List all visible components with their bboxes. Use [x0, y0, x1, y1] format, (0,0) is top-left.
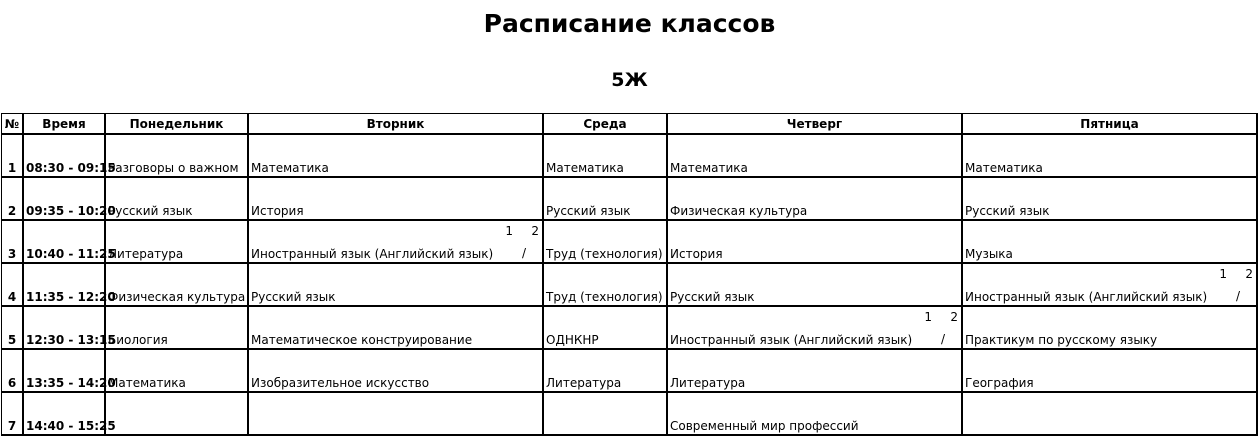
table-row [1, 178, 1258, 221]
cell-thursday: Литература [668, 350, 963, 393]
cell-thursday: Математика [668, 135, 963, 178]
group-mark-first: 1 [505, 224, 513, 238]
group-mark-second: 2 [950, 310, 958, 324]
cell-monday: Русский язык [106, 178, 249, 221]
lesson-time: 08:30 - 09:15 [24, 135, 106, 178]
cell-friday: Математика [963, 135, 1258, 178]
cell-tuesday: Изобразительное искусство [249, 350, 544, 393]
group-mark-separator: / [940, 332, 945, 346]
lesson-number: 7 [1, 393, 24, 436]
lesson-time: 11:35 - 12:20 [24, 264, 106, 307]
cell-tuesday: История [249, 178, 544, 221]
header-time: Время [24, 113, 106, 135]
cell-wednesday: ОДНКНР [544, 307, 668, 350]
header-number: № [1, 113, 24, 135]
table-row [1, 393, 1258, 436]
table-row [1, 221, 1258, 264]
header-tuesday: Вторник [249, 113, 544, 135]
lesson-time: 14:40 - 15:25 [24, 393, 106, 436]
cell-wednesday: Труд (технология) [544, 221, 668, 264]
cell-monday: Математика [106, 350, 249, 393]
cell-friday: Практикум по русскому языку [963, 307, 1258, 350]
header-row [1, 113, 1258, 135]
cell-tuesday: Русский язык [249, 264, 544, 307]
header-friday: Пятница [963, 113, 1258, 135]
cell-thursday: Современный мир профессий [668, 393, 963, 436]
lesson-number: 3 [1, 221, 24, 264]
cell-monday [106, 393, 249, 436]
cell-friday [963, 264, 1258, 307]
group-mark-second: 2 [531, 224, 539, 238]
cell-wednesday: Труд (технология) [544, 264, 668, 307]
header-wednesday: Среда [544, 113, 668, 135]
cell-tuesday: Математика [249, 135, 544, 178]
table-row [1, 350, 1258, 393]
cell-wednesday: Математика [544, 135, 668, 178]
cell-friday [963, 393, 1258, 436]
cell-monday: Литература [106, 221, 249, 264]
subject-label: Иностранный язык (Английский язык) [965, 290, 1208, 304]
header-thursday: Четверг [668, 113, 963, 135]
cell-thursday [668, 307, 963, 350]
lesson-number: 1 [1, 135, 24, 178]
group-mark-separator: / [1235, 289, 1240, 303]
lesson-time: 12:30 - 13:15 [24, 307, 106, 350]
group-mark-separator: / [521, 246, 526, 260]
lesson-number: 6 [1, 350, 24, 393]
cell-monday: Биология [106, 307, 249, 350]
page-title: Расписание классов [483, 9, 776, 38]
class-name: 5Ж [611, 69, 648, 91]
group-mark-second: 2 [1245, 267, 1253, 281]
header-monday: Понедельник [106, 113, 249, 135]
table-row [1, 307, 1258, 350]
cell-wednesday: Русский язык [544, 178, 668, 221]
lesson-number: 4 [1, 264, 24, 307]
cell-tuesday [249, 393, 544, 436]
cell-thursday: Русский язык [668, 264, 963, 307]
schedule-table [1, 113, 1258, 436]
subject-label: Иностранный язык (Английский язык) [670, 333, 913, 347]
cell-friday: Русский язык [963, 178, 1258, 221]
cell-monday: Физическая культура [106, 264, 249, 307]
lesson-number: 5 [1, 307, 24, 350]
cell-friday: География [963, 350, 1258, 393]
group-mark-first: 1 [1219, 267, 1227, 281]
group-mark-first: 1 [924, 310, 932, 324]
lesson-number: 2 [1, 178, 24, 221]
subject-label: Иностранный язык (Английский язык) [251, 247, 494, 261]
lesson-time: 13:35 - 14:20 [24, 350, 106, 393]
table-row [1, 264, 1258, 307]
cell-wednesday [544, 393, 668, 436]
cell-thursday: Физическая культура [668, 178, 963, 221]
table-row [1, 135, 1258, 178]
cell-thursday: История [668, 221, 963, 264]
cell-monday: Разговоры о важном [106, 135, 249, 178]
cell-friday: Музыка [963, 221, 1258, 264]
cell-tuesday: Математическое конструирование [249, 307, 544, 350]
lesson-time: 10:40 - 11:25 [24, 221, 106, 264]
cell-wednesday: Литература [544, 350, 668, 393]
lesson-time: 09:35 - 10:20 [24, 178, 106, 221]
cell-tuesday [249, 221, 544, 264]
